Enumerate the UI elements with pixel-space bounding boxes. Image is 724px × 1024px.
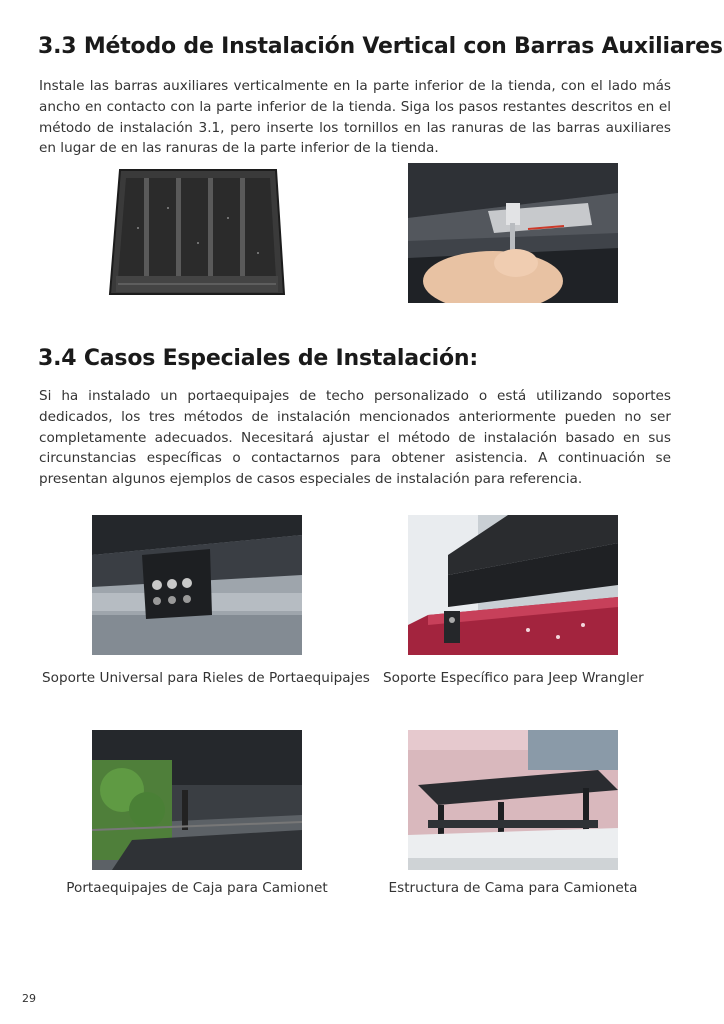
section-3-4-heading: 3.4 Casos Especiales de Instalación:: [38, 346, 478, 371]
bed-rack-photo: [92, 730, 302, 870]
bed-structure-photo: [408, 730, 618, 870]
universal-bracket-photo: [92, 515, 302, 655]
tent-bottom-photo: [108, 168, 286, 296]
caption-jeep: Soporte Específico para Jeep Wrangler: [383, 670, 644, 686]
page-number: 29: [22, 992, 36, 1005]
caption-universal: Soporte Universal para Rieles de Portaequipajes: [42, 670, 370, 686]
section-3-4-body: Si ha instalado un portaequipajes de techo personalizado o está utilizando soportes dedicados, los tres métodos de instalación mencionados anteriormente pueden no ser completamente adecuados. Necesitará ajustar el método de instalación basado en sus circunstancias específicas o contactarnos para obtener asistencia. A continuación se presentan algunos ejemplos de casos especiales de instalación para referencia.: [39, 388, 671, 488]
section-3-3-body: Instale las barras auxiliares verticalmente en la parte inferior de la tienda, con el lado más ancho en contacto con la parte inferior de la tienda. Siga los pasos restantes descritos en el método de instalación 3.1, pero inserte los tornillos en las ranuras de las barras auxiliares en lugar de en las ranuras de la parte inferior de la tienda.: [39, 78, 671, 157]
section-3-3-heading: 3.3 Método de Instalación Vertical con Barras Auxiliares: [38, 34, 723, 59]
caption-cama: Estructura de Cama para Camioneta: [388, 880, 638, 896]
bolt-insertion-photo: [408, 163, 618, 303]
jeep-bracket-photo: [408, 515, 618, 655]
caption-caja: Portaequipajes de Caja para Camionet: [66, 880, 328, 896]
